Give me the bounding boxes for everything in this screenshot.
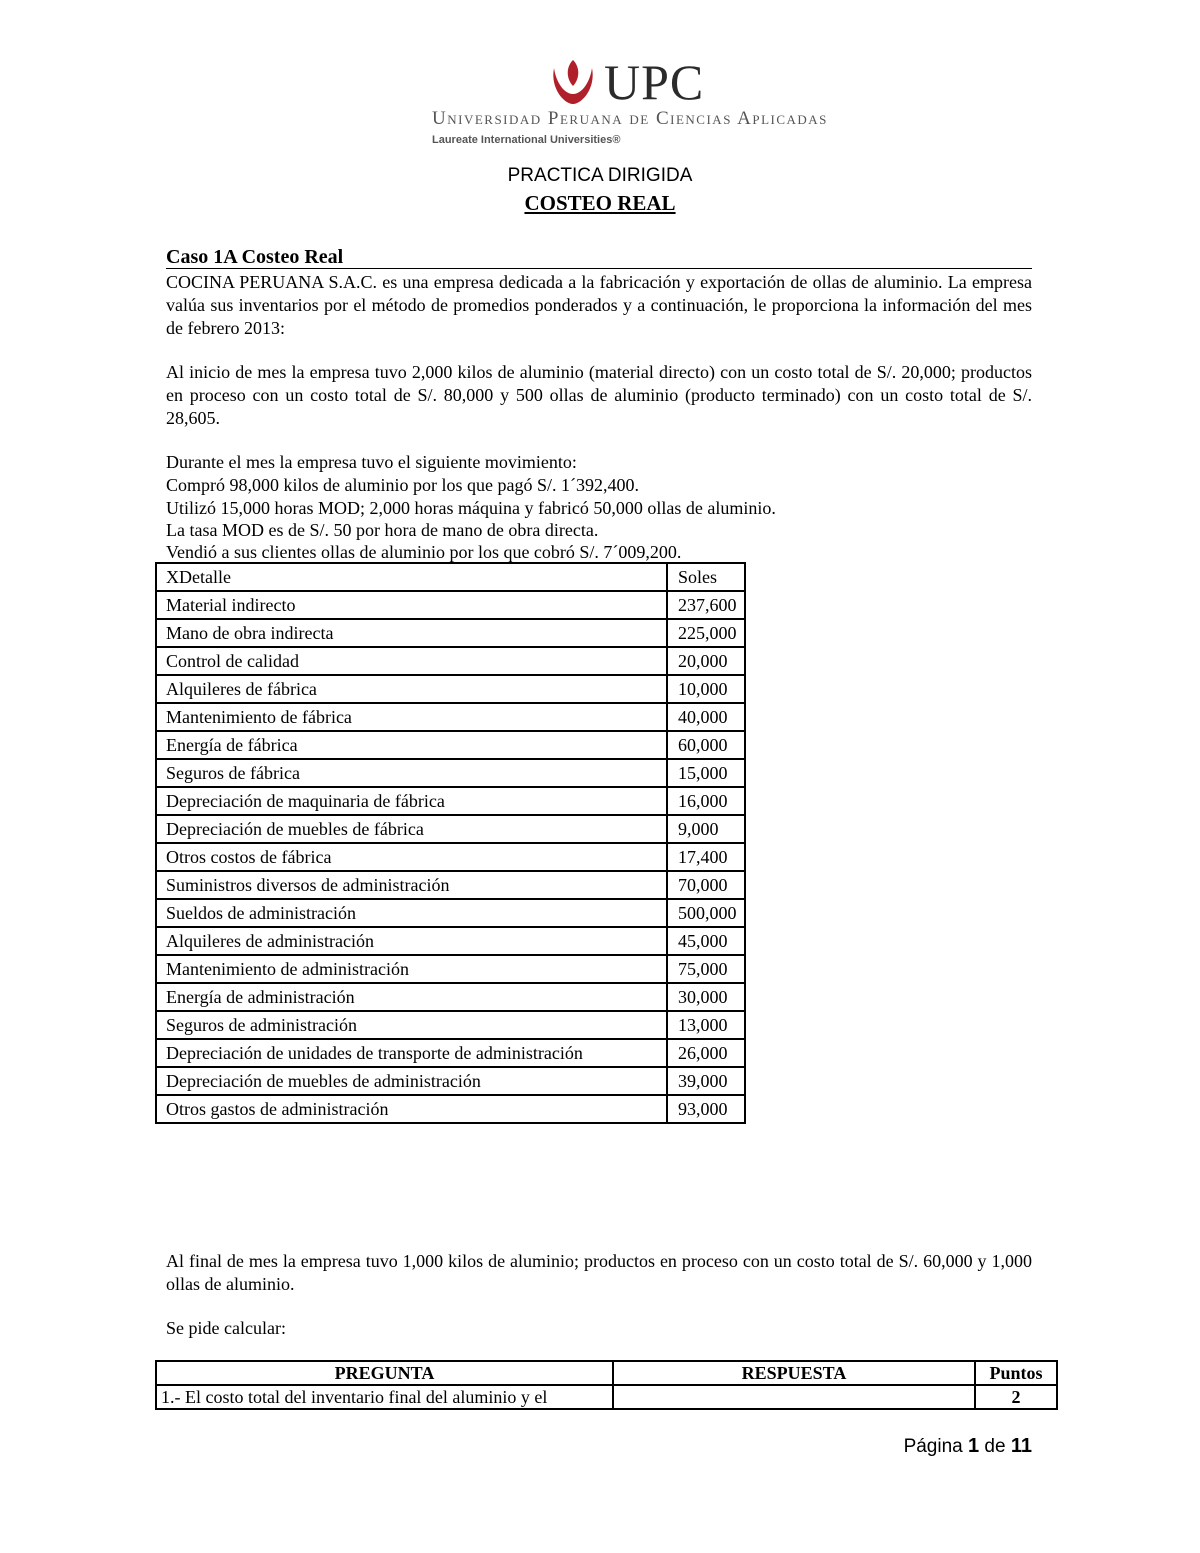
cost-table-row <box>156 591 745 619</box>
cost-concept: Seguros de fábrica <box>156 759 667 787</box>
of-word: de <box>984 1436 1006 1457</box>
cost-table-row <box>156 731 745 759</box>
cost-amount: 15,000 <box>667 759 745 787</box>
movement-line: Utilizó 15,000 horas MOD; 2,000 horas máquina y fabricó 50,000 ollas de aluminio. <box>166 498 776 518</box>
cost-amount: 30,000 <box>667 983 745 1011</box>
cost-amount: 17,400 <box>667 843 745 871</box>
cost-concept: Energía de fábrica <box>156 731 667 759</box>
cost-amount: 45,000 <box>667 927 745 955</box>
cost-amount: 225,000 <box>667 619 745 647</box>
cost-concept: Depreciación de muebles de fábrica <box>156 815 667 843</box>
cost-table-row <box>156 1039 745 1067</box>
cost-concept: Otros costos de fábrica <box>156 843 667 871</box>
cost-table-row <box>156 1095 745 1123</box>
cost-concept: Mano de obra indirecta <box>156 619 667 647</box>
cost-table-row <box>156 787 745 815</box>
cost-concept: Depreciación de maquinaria de fábrica <box>156 787 667 815</box>
cost-concept: Alquileres de fábrica <box>156 675 667 703</box>
cost-concept: Otros gastos de administración <box>156 1095 667 1123</box>
cost-concept: Seguros de administración <box>156 1011 667 1039</box>
cost-table-row <box>156 815 745 843</box>
case-heading: Caso 1A Costeo Real <box>166 246 1032 269</box>
question-table <box>155 1360 1058 1410</box>
intro-paragraph: COCINA PERUANA S.A.C. es una empresa dedicada a la fabricación y exportación de ollas de aluminio. La empresa valúa sus inventarios por el método de promedios ponderados y a continuación, le proporciona la información del mes de febrero 2013: <box>166 272 1032 338</box>
column-header-soles: Soles <box>667 563 745 591</box>
movements-intro: Durante el mes la empresa tuvo el siguiente movimiento: <box>166 452 577 472</box>
cost-table-row <box>156 927 745 955</box>
cost-table-row <box>156 899 745 927</box>
cost-concept: Alquileres de administración <box>156 927 667 955</box>
cost-amount: 500,000 <box>667 899 745 927</box>
cost-concept: Mantenimiento de fábrica <box>156 703 667 731</box>
page-footer <box>0 1435 1032 1458</box>
column-header-respuesta: RESPUESTA <box>613 1361 975 1385</box>
cost-concept: Material indirecto <box>156 591 667 619</box>
upc-logo <box>432 54 848 148</box>
cost-amount: 93,000 <box>667 1095 745 1123</box>
cost-amount: 237,600 <box>667 591 745 619</box>
cost-amount: 26,000 <box>667 1039 745 1067</box>
points-cell: 2 <box>975 1385 1057 1409</box>
cost-amount: 39,000 <box>667 1067 745 1095</box>
cost-table-row <box>156 983 745 1011</box>
cost-concept: Mantenimiento de administración <box>156 955 667 983</box>
answer-cell <box>613 1385 975 1409</box>
cost-table-row <box>156 955 745 983</box>
cost-amount: 70,000 <box>667 871 745 899</box>
question-table-header <box>156 1361 1057 1385</box>
page-number: 1 <box>968 1435 980 1457</box>
document-subtitle: COSTEO REAL <box>524 191 676 215</box>
cost-amount: 40,000 <box>667 703 745 731</box>
page-word: Página <box>903 1436 963 1457</box>
cost-concept: Depreciación de muebles de administración <box>156 1067 667 1095</box>
cost-amount: 20,000 <box>667 647 745 675</box>
cost-concept: Suministros diversos de administración <box>156 871 667 899</box>
cost-concept: Energía de administración <box>156 983 667 1011</box>
cost-table-row <box>156 843 745 871</box>
university-name: Universidad Peruana de Ciencias Aplicadas <box>432 108 828 129</box>
column-header-pregunta: PREGUNTA <box>156 1361 613 1385</box>
laureate-network: Laureate International Universities® <box>432 134 621 146</box>
cost-table-row <box>156 871 745 899</box>
cost-amount: 10,000 <box>667 675 745 703</box>
cost-amount: 13,000 <box>667 1011 745 1039</box>
cost-amount: 60,000 <box>667 731 745 759</box>
column-header-puntos: Puntos <box>975 1361 1057 1385</box>
movement-line: Vendió a sus clientes ollas de aluminio por los que cobró S/. 7´009,200. <box>166 542 682 562</box>
question-text: 1.- El costo total del inventario final del aluminio y el <box>156 1385 613 1409</box>
closing-paragraph: Al final de mes la empresa tuvo 1,000 kilos de aluminio; productos en proceso con un costo total de S/. 60,000 y 1,000 ollas de aluminio. <box>166 1251 1032 1294</box>
opening-paragraph: Al inicio de mes la empresa tuvo 2,000 kilos de aluminio (material directo) con un costo total de S/. 20,000; productos en proceso con un costo total de S/. 80,000 y 500 ollas de aluminio (producto terminado) con un costo total de S/. 28,605. <box>166 362 1032 428</box>
upc-emblem-icon <box>548 58 598 106</box>
cost-amount: 75,000 <box>667 955 745 983</box>
column-header-detalle: XDetalle <box>156 563 667 591</box>
cost-table-row <box>156 619 745 647</box>
cost-concept: Sueldos de administración <box>156 899 667 927</box>
cost-concept: Control de calidad <box>156 647 667 675</box>
document-title: PRACTICA DIRIGIDA <box>507 165 693 186</box>
cost-table-row <box>156 647 745 675</box>
cost-table-row <box>156 759 745 787</box>
question-row <box>156 1385 1057 1409</box>
cost-table-row <box>156 1011 745 1039</box>
logo-wordmark: UPC <box>604 54 705 110</box>
total-pages: 11 <box>1010 1435 1032 1457</box>
cost-amount: 16,000 <box>667 787 745 815</box>
cost-table-header <box>156 563 745 591</box>
cost-table-row <box>156 703 745 731</box>
cost-amount: 9,000 <box>667 815 745 843</box>
movement-line: Compró 98,000 kilos de aluminio por los que pagó S/. 1´392,400. <box>166 475 639 495</box>
cost-table-row <box>156 1067 745 1095</box>
cost-concept: Depreciación de unidades de transporte de administración <box>156 1039 667 1067</box>
movement-line: La tasa MOD es de S/. 50 por hora de mano de obra directa. <box>166 520 599 540</box>
cost-table-row <box>156 675 745 703</box>
ask-line: Se pide calcular: <box>166 1318 286 1338</box>
overhead-cost-table <box>155 562 746 1124</box>
